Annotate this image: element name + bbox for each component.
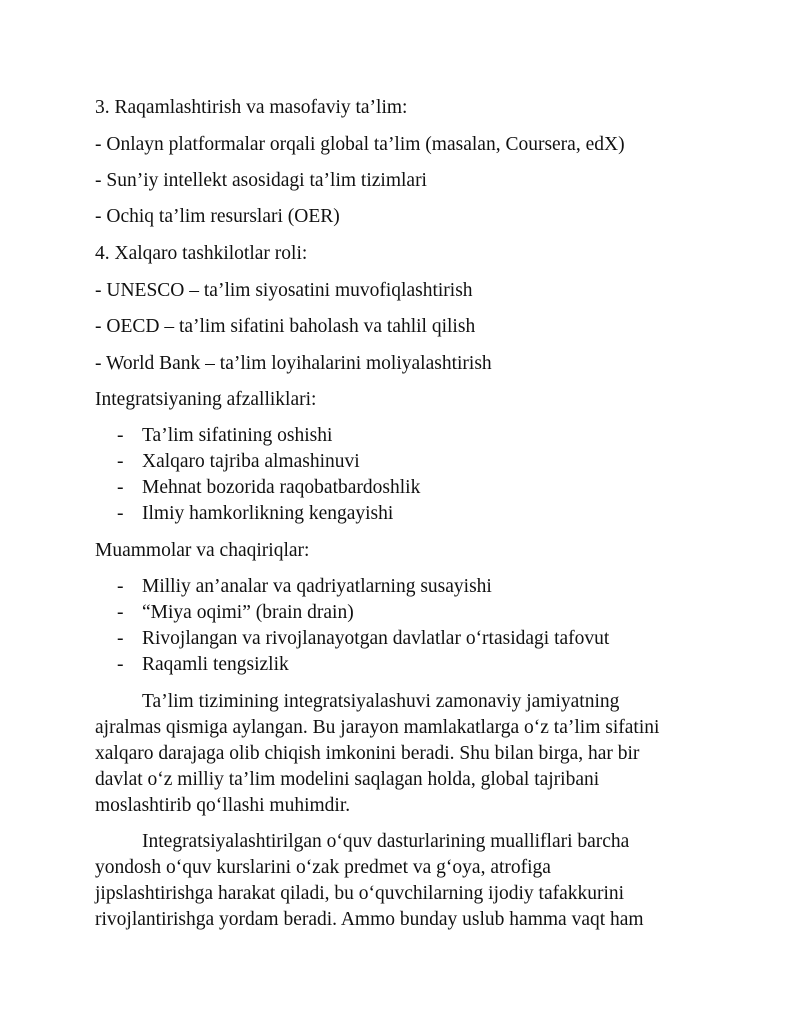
section-heading-digitalization: 3. Raqamlashtirish va masofaviy ta’lim: xyxy=(95,97,408,118)
paragraph-line: Integratsiyalashtirilgan o‘quv dasturlarining mualliflari barcha xyxy=(142,831,630,852)
bullet-dash: - xyxy=(117,628,124,649)
advantages-item: Ta’lim sifatining oshishi xyxy=(142,425,333,446)
paragraph-line: jipslashtirishga harakat qiladi, bu o‘quvchilarning ijodiy tafakkurini xyxy=(95,883,625,904)
advantages-heading: Integratsiyaning afzalliklari: xyxy=(95,389,317,410)
list-item: - UNESCO – ta’lim siyosatini muvofiqlashtirish xyxy=(95,280,473,301)
paragraph-curriculum-authors xyxy=(95,829,715,933)
challenges-item: Raqamli tengsizlik xyxy=(142,654,289,675)
list-item: - World Bank – ta’lim loyihalarini moliyalashtirish xyxy=(95,353,492,374)
paragraph-line: yondosh o‘quv kurslarini o‘zak predmet va g‘oya, atrofiga xyxy=(95,857,551,878)
advantages-item: Ilmiy hamkorlikning kengayishi xyxy=(142,503,394,524)
challenges-item: “Miya oqimi” (brain drain) xyxy=(142,602,354,623)
list-item: - Ochiq ta’lim resurslari (OER) xyxy=(95,206,340,227)
paragraph-integration-summary xyxy=(95,689,715,819)
bullet-dash: - xyxy=(117,602,124,623)
section-heading-organizations: 4. Xalqaro tashkilotlar roli: xyxy=(95,243,308,264)
bullet-dash: - xyxy=(117,451,124,472)
list-item: - Onlayn platformalar orqali global ta’lim (masalan, Coursera, edX) xyxy=(95,134,625,155)
list-item: - OECD – ta’lim sifatini baholash va tahlil qilish xyxy=(95,316,476,337)
bullet-dash: - xyxy=(117,503,124,524)
challenges-item: Milliy an’analar va qadriyatlarning susayishi xyxy=(142,576,492,597)
advantages-item: Xalqaro tajriba almashinuvi xyxy=(142,451,360,472)
bullet-dash: - xyxy=(117,477,124,498)
bullet-dash: - xyxy=(117,654,124,675)
paragraph-line: Ta’lim tizimining integratsiyalashuvi zamonaviy jamiyatning xyxy=(142,691,620,712)
list-item: - Sun’iy intellekt asosidagi ta’lim tizimlari xyxy=(95,170,427,191)
paragraph-line: ajralmas qismiga aylangan. Bu jarayon mamlakatlarga o‘z ta’lim sifatini xyxy=(95,717,660,738)
paragraph-line: davlat o‘z milliy ta’lim modelini saqlagan holda, global tajribani xyxy=(95,769,600,790)
paragraph-line: xalqaro darajaga olib chiqish imkonini beradi. Shu bilan birga, har bir xyxy=(95,743,640,764)
bullet-dash: - xyxy=(117,576,124,597)
challenges-item: Rivojlangan va rivojlanayotgan davlatlar o‘rtasidagi tafovut xyxy=(142,628,610,649)
challenges-heading: Muammolar va chaqiriqlar: xyxy=(95,540,310,561)
advantages-item: Mehnat bozorida raqobatbardoshlik xyxy=(142,477,421,498)
bullet-dash: - xyxy=(117,425,124,446)
paragraph-line: moslashtirib qo‘llashi muhimdir. xyxy=(95,795,351,816)
paragraph-line: rivojlantirishga yordam beradi. Ammo bunday uslub hamma vaqt ham xyxy=(95,909,644,930)
